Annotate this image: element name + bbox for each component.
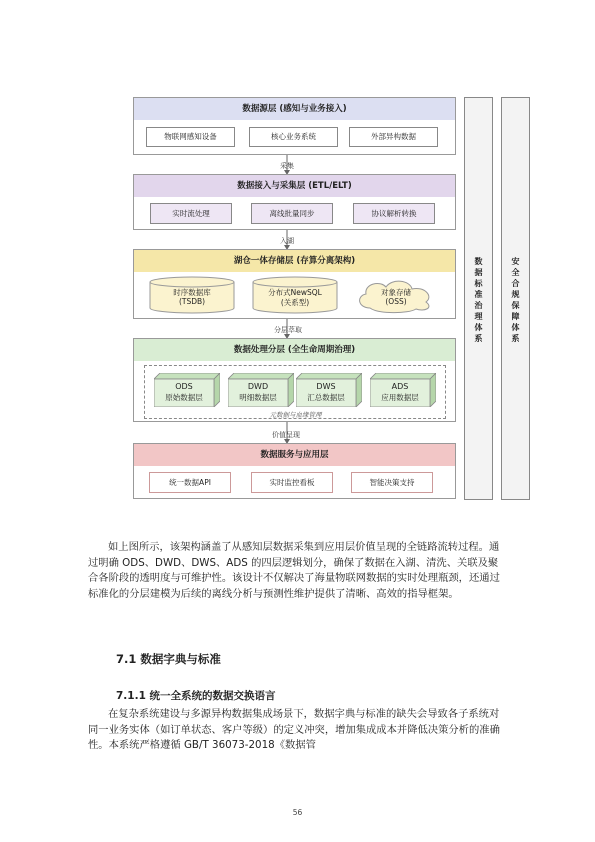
layer-data-source — [133, 97, 456, 155]
side-pillar-security — [501, 97, 530, 500]
section-heading: 7.1 数据字典与标准 — [116, 652, 221, 666]
layer-code: DWS — [316, 382, 336, 391]
ads-box — [370, 373, 436, 405]
storage-item-tsdb — [148, 276, 236, 314]
ingestion-item: 协议解析转换 — [353, 203, 435, 224]
arrow-label: 分层萃取 — [274, 326, 302, 334]
storage-label: 分布式NewSQL — [268, 288, 322, 297]
layer-service — [133, 443, 456, 499]
arrow-label: 价值呈现 — [272, 431, 300, 439]
storage-sublabel: (TSDB) — [178, 297, 206, 306]
source-item: 物联网感知设备 — [146, 127, 235, 147]
source-item: 外部异构数据 — [349, 127, 438, 147]
arrow-label: 入湖 — [280, 237, 294, 245]
layer-code: ODS — [175, 382, 193, 391]
side-pillar-label: 数据标准治理体系 — [474, 257, 483, 343]
meta-label: 元数据与血缘管理 — [269, 411, 322, 419]
dws-box — [296, 373, 362, 405]
layer-ingestion — [133, 174, 456, 230]
dwd-box — [228, 373, 294, 405]
layer-title: 湖仓一体存储层 (存算分离架构) — [134, 250, 455, 272]
source-item: 核心业务系统 — [249, 127, 338, 147]
layer-desc: 应用数据层 — [381, 393, 419, 402]
side-pillar-label: 安全合规保障体系 — [511, 257, 520, 343]
layer-desc: 原始数据层 — [165, 393, 203, 402]
layer-title: 数据接入与采集层 (ETL/ELT) — [134, 175, 455, 197]
arrow-label: 采集 — [280, 162, 294, 170]
layer-title: 数据源层 (感知与业务接入) — [134, 98, 455, 120]
body-paragraph: 如上图所示，该架构涵盖了从感知层数据采集到应用层价值呈现的全链路流转过程。通过明确 ODS、DWD、DWS、ADS 的四层逻辑划分，确保了数据在入湖、清洗、关联及聚合各阶段的透明度与可维护性。该设计不仅解决了海量物联网数据的实时处理瓶颈，还通过标准化的分层建模为后续的离线分析与预测性维护提供了清晰、高效的指导框架。 — [88, 541, 500, 600]
layer-desc: 汇总数据层 — [307, 393, 345, 402]
ingestion-item: 离线批量同步 — [251, 203, 333, 224]
storage-item-newsql — [251, 276, 339, 314]
layer-processing — [133, 338, 456, 422]
layer-title: 数据服务与应用层 — [134, 444, 455, 466]
storage-label: 时序数据库 — [173, 288, 211, 297]
storage-label: 对象存储 — [381, 288, 411, 297]
storage-sublabel: (关系型) — [280, 298, 310, 307]
side-pillar-standards — [464, 97, 493, 500]
layer-desc: 明细数据层 — [239, 393, 277, 402]
layer-storage — [133, 249, 456, 319]
ods-box — [154, 373, 220, 405]
body-paragraph: 在复杂系统建设与多源异构数据集成场景下，数据字典与标准的缺失会导致各子系统对同一业务实体（如订单状态、客户等级）的定义冲突，增加集成成本并降低决策分析的准确性。本系统严格遵循 GB/T 36073-2018《数据管 — [88, 708, 500, 751]
storage-item-oss — [352, 276, 440, 314]
service-item: 智能决策支持 — [351, 472, 433, 493]
service-item: 实时监控看板 — [251, 472, 333, 493]
layer-code: DWD — [247, 382, 269, 391]
storage-sublabel: (OSS) — [385, 297, 407, 306]
page-number: 56 — [292, 808, 303, 817]
layer-title: 数据处理分层 (全生命周期治理) — [134, 339, 455, 361]
service-item: 统一数据API — [149, 472, 231, 493]
ingestion-item: 实时流处理 — [150, 203, 232, 224]
layer-code: ADS — [391, 382, 409, 391]
subsection-heading: 7.1.1 统一全系统的数据交换语言 — [116, 690, 276, 702]
